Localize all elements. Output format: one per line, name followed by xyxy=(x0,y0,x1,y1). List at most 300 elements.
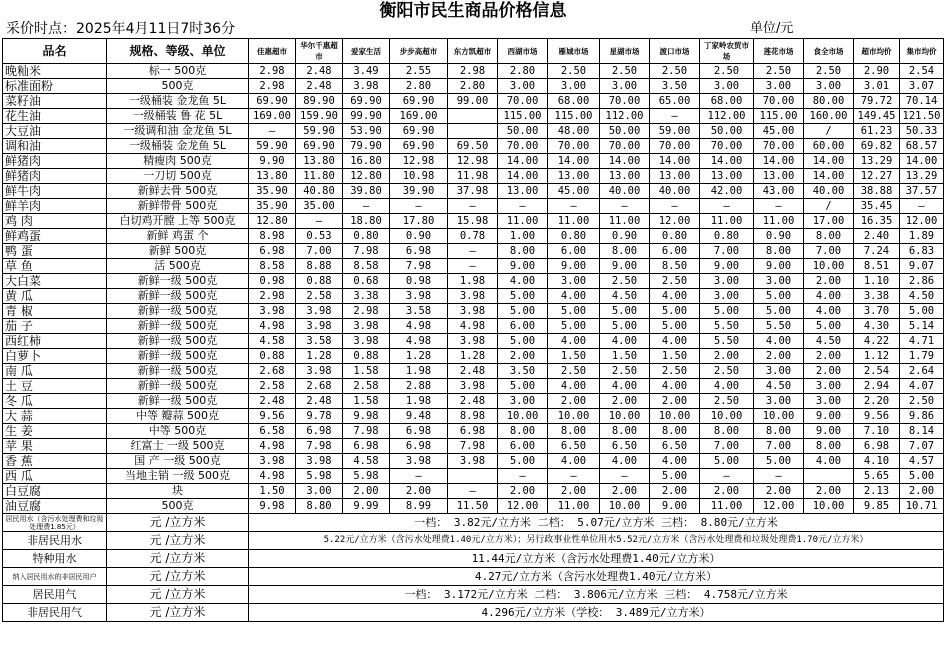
price-cell[interactable] xyxy=(448,469,498,484)
price-cell[interactable]: 3.98 xyxy=(448,454,498,469)
price-cell[interactable]: 12.80 xyxy=(249,214,296,229)
price-cell[interactable]: 0.53 xyxy=(296,229,343,244)
price-cell[interactable]: 3.00 xyxy=(700,289,754,304)
product-name[interactable]: 花生油 xyxy=(3,109,107,124)
price-cell[interactable]: 13.00 xyxy=(600,169,650,184)
price-cell[interactable]: 3.98 xyxy=(390,289,448,304)
product-name[interactable]: 大白菜 xyxy=(3,274,107,289)
price-cell[interactable]: 40.00 xyxy=(600,184,650,199)
price-cell[interactable]: 10.00 xyxy=(600,499,650,514)
price-cell[interactable]: 8.00 xyxy=(600,244,650,259)
price-cell[interactable]: 1.98 xyxy=(390,394,448,409)
price-cell[interactable]: 69.90 xyxy=(296,139,343,154)
price-cell[interactable]: 39.80 xyxy=(343,184,390,199)
product-name[interactable]: 草 鱼 xyxy=(3,259,107,274)
price-cell[interactable]: 9.00 xyxy=(548,259,600,274)
price-cell[interactable]: 6.98 xyxy=(249,244,296,259)
price-cell[interactable]: 1.58 xyxy=(343,394,390,409)
utility-price[interactable]: 4.27元/立方米（含污水处理费1.40元/立方米） xyxy=(249,568,944,586)
product-name[interactable]: 鸭 蛋 xyxy=(3,244,107,259)
price-cell[interactable]: 4.58 xyxy=(249,334,296,349)
price-cell[interactable]: 3.98 xyxy=(249,454,296,469)
product-spec[interactable]: 块 xyxy=(107,484,249,499)
price-cell[interactable]: 2.48 xyxy=(296,394,343,409)
price-cell[interactable]: 8.88 xyxy=(296,259,343,274)
price-cell[interactable]: 37.98 xyxy=(448,184,498,199)
price-cell[interactable]: 2.48 xyxy=(448,394,498,409)
price-cell[interactable]: 2.00 xyxy=(498,349,548,364)
price-cell[interactable]: 2.48 xyxy=(249,394,296,409)
price-cell[interactable]: 69.50 xyxy=(448,139,498,154)
utility-price[interactable]: 4.296元/立方米（学校： 3.489元/立方米） xyxy=(249,604,944,622)
price-cell[interactable]: 5.65 xyxy=(854,469,900,484)
price-cell[interactable]: 4.98 xyxy=(448,319,498,334)
price-cell[interactable]: 3.00 xyxy=(754,274,804,289)
price-cell[interactable]: 4.98 xyxy=(390,319,448,334)
product-spec[interactable]: 一刀切 500克 xyxy=(107,169,249,184)
price-cell[interactable]: 1.50 xyxy=(600,349,650,364)
price-cell[interactable]: 14.00 xyxy=(700,154,754,169)
price-cell[interactable]: 3.00 xyxy=(804,79,854,94)
price-cell[interactable]: 0.88 xyxy=(343,349,390,364)
product-spec[interactable]: 新鲜一级 500克 xyxy=(107,364,249,379)
price-cell[interactable]: 2.00 xyxy=(700,349,754,364)
price-cell[interactable] xyxy=(448,124,498,139)
price-cell[interactable]: 3.70 xyxy=(854,304,900,319)
product-spec[interactable]: 活 500克 xyxy=(107,259,249,274)
price-cell[interactable]: 2.94 xyxy=(854,379,900,394)
price-cell[interactable]: 11.00 xyxy=(498,214,548,229)
product-name[interactable]: 苹 果 xyxy=(3,439,107,454)
price-cell[interactable]: 5.00 xyxy=(650,319,700,334)
price-cell[interactable]: 4.50 xyxy=(900,289,944,304)
price-cell[interactable]: 70.00 xyxy=(754,94,804,109)
price-cell[interactable]: 1.98 xyxy=(390,364,448,379)
price-cell[interactable]: 5.00 xyxy=(650,469,700,484)
price-cell[interactable]: 79.72 xyxy=(854,94,900,109)
price-cell[interactable]: 14.00 xyxy=(804,169,854,184)
price-cell[interactable]: 35.90 xyxy=(249,184,296,199)
price-cell[interactable]: 8.00 xyxy=(498,244,548,259)
utility-price[interactable]: 11.44元/立方米（含污水处理费1.40元/立方米） xyxy=(249,550,944,568)
price-cell[interactable]: 6.83 xyxy=(900,244,944,259)
price-cell[interactable]: 7.07 xyxy=(900,439,944,454)
price-cell[interactable]: 3.38 xyxy=(343,289,390,304)
price-cell[interactable]: 2.00 xyxy=(548,394,600,409)
price-cell[interactable]: 9.98 xyxy=(343,409,390,424)
price-cell[interactable]: 40.00 xyxy=(650,184,700,199)
price-cell[interactable]: — xyxy=(498,469,548,484)
price-cell[interactable]: 112.00 xyxy=(600,109,650,124)
price-cell[interactable]: 9.00 xyxy=(650,499,700,514)
price-cell[interactable]: 6.00 xyxy=(548,244,600,259)
price-cell[interactable]: 5.00 xyxy=(548,304,600,319)
product-name[interactable]: 鸡 肉 xyxy=(3,214,107,229)
price-cell[interactable]: 2.00 xyxy=(498,484,548,499)
price-cell[interactable]: 2.98 xyxy=(343,304,390,319)
price-cell[interactable]: 4.58 xyxy=(343,454,390,469)
price-cell[interactable]: 35.00 xyxy=(296,199,343,214)
product-spec[interactable]: 新鲜一级 500克 xyxy=(107,334,249,349)
product-spec[interactable]: 新鲜一级 500克 xyxy=(107,289,249,304)
price-cell[interactable]: 3.98 xyxy=(448,289,498,304)
price-cell[interactable]: 50.00 xyxy=(700,124,754,139)
price-cell[interactable]: 2.58 xyxy=(296,289,343,304)
price-cell[interactable] xyxy=(804,469,854,484)
price-cell[interactable]: 4.00 xyxy=(650,379,700,394)
price-cell[interactable]: 2.50 xyxy=(548,64,600,79)
price-cell[interactable]: 4.00 xyxy=(754,334,804,349)
price-cell[interactable]: 9.98 xyxy=(249,499,296,514)
price-cell[interactable]: 6.98 xyxy=(343,439,390,454)
price-cell[interactable]: 8.14 xyxy=(900,424,944,439)
price-cell[interactable]: 8.80 xyxy=(296,499,343,514)
utility-name[interactable]: 纳入居民用水的非居民用户 xyxy=(3,568,107,586)
price-cell[interactable]: 4.98 xyxy=(249,319,296,334)
utility-name[interactable]: 非居民用气 xyxy=(3,604,107,622)
price-cell[interactable]: 2.00 xyxy=(343,484,390,499)
price-cell[interactable]: 0.98 xyxy=(390,274,448,289)
product-name[interactable]: 生 姜 xyxy=(3,424,107,439)
price-cell[interactable]: 50.00 xyxy=(498,124,548,139)
price-cell[interactable]: 2.00 xyxy=(804,484,854,499)
price-cell[interactable]: — xyxy=(700,469,754,484)
price-cell[interactable]: 4.00 xyxy=(650,454,700,469)
price-cell[interactable]: 3.50 xyxy=(498,364,548,379)
price-cell[interactable]: 48.00 xyxy=(548,124,600,139)
product-spec[interactable]: 新鲜 鸡蛋 个 xyxy=(107,229,249,244)
price-cell[interactable]: — xyxy=(754,199,804,214)
price-cell[interactable]: 70.00 xyxy=(650,139,700,154)
price-cell[interactable]: 0.98 xyxy=(249,274,296,289)
price-cell[interactable]: 7.00 xyxy=(700,439,754,454)
price-cell[interactable]: 2.50 xyxy=(650,274,700,289)
price-cell[interactable]: 2.54 xyxy=(900,64,944,79)
product-name[interactable]: 香 蕉 xyxy=(3,454,107,469)
price-cell[interactable]: 1.28 xyxy=(296,349,343,364)
price-cell[interactable]: 11.00 xyxy=(700,499,754,514)
price-cell[interactable]: 79.90 xyxy=(343,139,390,154)
price-cell[interactable]: 2.50 xyxy=(548,364,600,379)
price-cell[interactable]: 3.00 xyxy=(804,379,854,394)
price-cell[interactable]: 8.58 xyxy=(249,259,296,274)
price-cell[interactable]: 5.00 xyxy=(650,304,700,319)
price-cell[interactable]: 4.10 xyxy=(854,454,900,469)
price-cell[interactable]: 5.98 xyxy=(296,469,343,484)
price-cell[interactable]: 70.00 xyxy=(600,139,650,154)
product-spec[interactable]: 新鲜一级 500克 xyxy=(107,379,249,394)
price-cell[interactable]: 159.90 xyxy=(296,109,343,124)
price-cell[interactable]: 59.00 xyxy=(650,124,700,139)
price-cell[interactable]: — xyxy=(390,469,448,484)
price-cell[interactable]: 5.50 xyxy=(700,319,754,334)
price-cell[interactable]: 4.00 xyxy=(804,454,854,469)
price-cell[interactable]: 42.00 xyxy=(700,184,754,199)
price-cell[interactable]: 70.00 xyxy=(498,94,548,109)
price-cell[interactable]: 0.80 xyxy=(650,229,700,244)
price-cell[interactable]: 8.00 xyxy=(600,424,650,439)
price-cell[interactable]: 3.01 xyxy=(854,79,900,94)
price-cell[interactable]: 5.00 xyxy=(900,469,944,484)
price-cell[interactable]: 10.00 xyxy=(700,409,754,424)
price-cell[interactable]: 70.14 xyxy=(900,94,944,109)
price-cell[interactable]: 0.88 xyxy=(296,274,343,289)
price-cell[interactable]: 8.99 xyxy=(390,499,448,514)
price-cell[interactable]: 37.57 xyxy=(900,184,944,199)
price-cell[interactable]: 14.00 xyxy=(600,154,650,169)
price-cell[interactable]: 7.98 xyxy=(448,439,498,454)
price-cell[interactable]: 16.35 xyxy=(854,214,900,229)
price-cell[interactable]: 45.00 xyxy=(754,124,804,139)
price-cell[interactable]: 14.00 xyxy=(498,154,548,169)
price-cell[interactable]: 9.00 xyxy=(700,259,754,274)
price-cell[interactable]: 10.00 xyxy=(498,409,548,424)
product-spec[interactable]: 一级调和油 金龙鱼 5L xyxy=(107,124,249,139)
price-cell[interactable]: 3.00 xyxy=(548,274,600,289)
price-cell[interactable]: 5.00 xyxy=(804,319,854,334)
price-cell[interactable]: 3.00 xyxy=(754,394,804,409)
price-cell[interactable]: 5.00 xyxy=(754,454,804,469)
price-cell[interactable]: — xyxy=(448,199,498,214)
price-cell[interactable]: 6.98 xyxy=(448,424,498,439)
utility-unit[interactable]: 元 /立方米 xyxy=(107,514,249,532)
price-cell[interactable]: 1.79 xyxy=(900,349,944,364)
price-cell[interactable]: 43.00 xyxy=(754,184,804,199)
price-cell[interactable]: 3.00 xyxy=(548,79,600,94)
price-cell[interactable]: 70.00 xyxy=(754,139,804,154)
price-cell[interactable]: 1.28 xyxy=(448,349,498,364)
price-cell[interactable]: 3.00 xyxy=(754,364,804,379)
price-cell[interactable]: 13.80 xyxy=(249,169,296,184)
product-spec[interactable]: 红富士 一级 500克 xyxy=(107,439,249,454)
price-cell[interactable]: 1.50 xyxy=(650,349,700,364)
price-cell[interactable]: 4.00 xyxy=(548,379,600,394)
price-cell[interactable]: 70.00 xyxy=(548,139,600,154)
price-cell[interactable]: 14.00 xyxy=(650,154,700,169)
price-cell[interactable]: 16.80 xyxy=(343,154,390,169)
price-cell[interactable]: 3.07 xyxy=(900,79,944,94)
price-cell[interactable]: 12.00 xyxy=(498,499,548,514)
product-name[interactable]: 西红柿 xyxy=(3,334,107,349)
price-cell[interactable]: 40.00 xyxy=(804,184,854,199)
price-cell[interactable]: 4.00 xyxy=(650,334,700,349)
price-cell[interactable]: 5.00 xyxy=(498,454,548,469)
price-cell[interactable]: 4.71 xyxy=(900,334,944,349)
utility-price[interactable]: 一档： 3.172元/立方米 二档： 3.806元/立方米 三档： 4.758元/立方米 xyxy=(249,586,944,604)
price-cell[interactable]: 8.00 xyxy=(804,229,854,244)
price-cell[interactable]: 3.98 xyxy=(448,304,498,319)
price-cell[interactable]: 17.80 xyxy=(390,214,448,229)
price-cell[interactable]: 3.00 xyxy=(600,79,650,94)
price-cell[interactable]: 65.00 xyxy=(650,94,700,109)
price-cell[interactable]: 4.50 xyxy=(600,289,650,304)
price-cell[interactable]: — xyxy=(700,199,754,214)
price-cell[interactable]: 3.00 xyxy=(498,79,548,94)
price-cell[interactable]: 1.50 xyxy=(249,484,296,499)
price-cell[interactable]: 3.98 xyxy=(296,364,343,379)
price-cell[interactable]: 6.50 xyxy=(650,439,700,454)
price-cell[interactable]: 5.50 xyxy=(754,319,804,334)
product-name[interactable]: 鲜牛肉 xyxy=(3,184,107,199)
price-cell[interactable]: 6.00 xyxy=(650,244,700,259)
price-cell[interactable]: 2.50 xyxy=(600,64,650,79)
price-cell[interactable]: 8.00 xyxy=(498,424,548,439)
price-cell[interactable]: 4.00 xyxy=(804,304,854,319)
product-spec[interactable]: 一级桶装 金龙鱼 5L xyxy=(107,94,249,109)
price-cell[interactable]: 68.00 xyxy=(700,94,754,109)
product-spec[interactable]: 新鲜一级 500克 xyxy=(107,274,249,289)
price-cell[interactable]: 13.00 xyxy=(650,169,700,184)
price-cell[interactable]: 2.98 xyxy=(249,79,296,94)
price-cell[interactable]: 2.50 xyxy=(700,64,754,79)
product-spec[interactable]: 一级桶装 鲁 花 5L xyxy=(107,109,249,124)
price-cell[interactable]: 7.98 xyxy=(390,259,448,274)
price-cell[interactable]: 3.38 xyxy=(854,289,900,304)
price-cell[interactable]: 115.00 xyxy=(754,109,804,124)
price-cell[interactable]: 12.00 xyxy=(754,499,804,514)
price-cell[interactable]: 50.33 xyxy=(900,124,944,139)
price-cell[interactable]: 5.00 xyxy=(900,304,944,319)
price-cell[interactable]: 112.00 xyxy=(700,109,754,124)
price-cell[interactable]: 2.88 xyxy=(390,379,448,394)
price-cell[interactable]: 3.98 xyxy=(448,379,498,394)
price-cell[interactable]: 1.50 xyxy=(548,349,600,364)
product-spec[interactable]: 中等 500克 xyxy=(107,424,249,439)
product-name[interactable]: 大豆油 xyxy=(3,124,107,139)
price-cell[interactable]: 5.50 xyxy=(700,334,754,349)
price-cell[interactable]: 7.24 xyxy=(854,244,900,259)
price-cell[interactable]: 3.00 xyxy=(804,394,854,409)
price-cell[interactable]: 4.50 xyxy=(754,379,804,394)
price-cell[interactable] xyxy=(448,109,498,124)
price-cell[interactable]: 3.98 xyxy=(249,304,296,319)
product-spec[interactable]: 精瘦肉 500克 xyxy=(107,154,249,169)
price-cell[interactable]: 60.00 xyxy=(804,139,854,154)
price-cell[interactable]: 4.98 xyxy=(390,334,448,349)
price-cell[interactable]: 4.00 xyxy=(548,289,600,304)
price-cell[interactable]: 45.00 xyxy=(548,184,600,199)
price-cell[interactable]: 2.68 xyxy=(296,379,343,394)
price-cell[interactable]: 38.88 xyxy=(854,184,900,199)
product-name[interactable]: 鲜猪肉 xyxy=(3,154,107,169)
price-cell[interactable]: 8.00 xyxy=(548,424,600,439)
price-cell[interactable]: 2.50 xyxy=(600,364,650,379)
price-cell[interactable]: 149.45 xyxy=(854,109,900,124)
product-spec[interactable]: 新鲜一级 500克 xyxy=(107,394,249,409)
price-cell[interactable]: 18.80 xyxy=(343,214,390,229)
price-cell[interactable]: 4.00 xyxy=(650,289,700,304)
price-cell[interactable]: 99.00 xyxy=(448,94,498,109)
price-cell[interactable]: 89.90 xyxy=(296,94,343,109)
price-cell[interactable]: 12.00 xyxy=(650,214,700,229)
price-cell[interactable]: 7.00 xyxy=(754,439,804,454)
price-cell[interactable]: 14.00 xyxy=(498,169,548,184)
price-cell[interactable]: 6.50 xyxy=(600,439,650,454)
price-cell[interactable]: 69.90 xyxy=(390,94,448,109)
price-cell[interactable]: — xyxy=(600,469,650,484)
price-cell[interactable]: 2.00 xyxy=(700,484,754,499)
product-name[interactable]: 鲜鸡蛋 xyxy=(3,229,107,244)
product-name[interactable]: 土 豆 xyxy=(3,379,107,394)
price-cell[interactable]: 3.50 xyxy=(650,79,700,94)
price-cell[interactable]: 3.00 xyxy=(700,274,754,289)
price-cell[interactable]: — xyxy=(448,484,498,499)
price-cell[interactable]: 14.00 xyxy=(754,154,804,169)
utility-unit[interactable]: 元 /立方米 xyxy=(107,550,249,568)
price-cell[interactable]: 169.00 xyxy=(390,109,448,124)
price-cell[interactable]: 3.98 xyxy=(296,454,343,469)
price-cell[interactable]: 9.99 xyxy=(343,499,390,514)
product-spec[interactable]: 500克 xyxy=(107,499,249,514)
product-spec[interactable]: 新鲜一级 500克 xyxy=(107,304,249,319)
price-cell[interactable]: 9.00 xyxy=(498,259,548,274)
price-cell[interactable]: 11.98 xyxy=(448,169,498,184)
price-cell[interactable]: 13.29 xyxy=(854,154,900,169)
price-cell[interactable]: 2.80 xyxy=(498,64,548,79)
price-cell[interactable]: — xyxy=(498,199,548,214)
price-cell[interactable]: 4.98 xyxy=(249,469,296,484)
price-cell[interactable]: 61.23 xyxy=(854,124,900,139)
price-cell[interactable]: 8.00 xyxy=(700,424,754,439)
product-spec[interactable]: 新鲜带骨 500克 xyxy=(107,199,249,214)
price-cell[interactable]: 10.00 xyxy=(804,259,854,274)
price-cell[interactable]: 2.80 xyxy=(448,79,498,94)
price-cell[interactable]: 2.50 xyxy=(700,364,754,379)
price-cell[interactable]: 4.00 xyxy=(804,289,854,304)
product-name[interactable]: 鲜猪肉 xyxy=(3,169,107,184)
price-cell[interactable]: 80.00 xyxy=(804,94,854,109)
price-cell[interactable]: 0.80 xyxy=(700,229,754,244)
price-cell[interactable]: — xyxy=(548,199,600,214)
product-name[interactable]: 茄 子 xyxy=(3,319,107,334)
price-cell[interactable]: 13.00 xyxy=(548,169,600,184)
price-cell[interactable]: 6.98 xyxy=(390,439,448,454)
price-cell[interactable]: 12.98 xyxy=(448,154,498,169)
price-cell[interactable]: 13.00 xyxy=(700,169,754,184)
price-cell[interactable]: 2.00 xyxy=(548,484,600,499)
price-cell[interactable]: 3.98 xyxy=(343,79,390,94)
price-cell[interactable]: 2.54 xyxy=(854,364,900,379)
price-cell[interactable]: 9.86 xyxy=(900,409,944,424)
utility-unit[interactable]: 元 /立方米 xyxy=(107,568,249,586)
price-cell[interactable]: 3.98 xyxy=(390,454,448,469)
price-cell[interactable]: 13.80 xyxy=(296,154,343,169)
price-cell[interactable]: 14.00 xyxy=(548,154,600,169)
price-cell[interactable]: — xyxy=(900,199,944,214)
price-cell[interactable]: — xyxy=(296,214,343,229)
price-cell[interactable]: 2.00 xyxy=(804,349,854,364)
price-cell[interactable]: 115.00 xyxy=(498,109,548,124)
price-cell[interactable]: 3.98 xyxy=(448,334,498,349)
product-spec[interactable]: 500克 xyxy=(107,79,249,94)
product-spec[interactable]: 新鲜一级 500克 xyxy=(107,349,249,364)
price-cell[interactable]: 2.40 xyxy=(854,229,900,244)
price-cell[interactable]: 9.56 xyxy=(249,409,296,424)
price-cell[interactable]: 9.85 xyxy=(854,499,900,514)
price-cell[interactable]: 39.90 xyxy=(390,184,448,199)
price-cell[interactable]: 2.00 xyxy=(804,364,854,379)
price-cell[interactable]: 2.50 xyxy=(754,64,804,79)
utility-name[interactable]: 居民用水（含污水处理费和垃圾处理费1.85元） xyxy=(3,514,107,532)
price-cell[interactable]: 8.58 xyxy=(343,259,390,274)
price-cell[interactable]: 4.00 xyxy=(700,379,754,394)
price-cell[interactable]: 2.80 xyxy=(390,79,448,94)
price-cell[interactable]: 5.00 xyxy=(700,454,754,469)
price-cell[interactable]: 2.50 xyxy=(650,64,700,79)
price-cell[interactable]: 8.00 xyxy=(650,424,700,439)
price-cell[interactable]: 9.07 xyxy=(900,259,944,274)
price-cell[interactable]: 2.98 xyxy=(249,64,296,79)
